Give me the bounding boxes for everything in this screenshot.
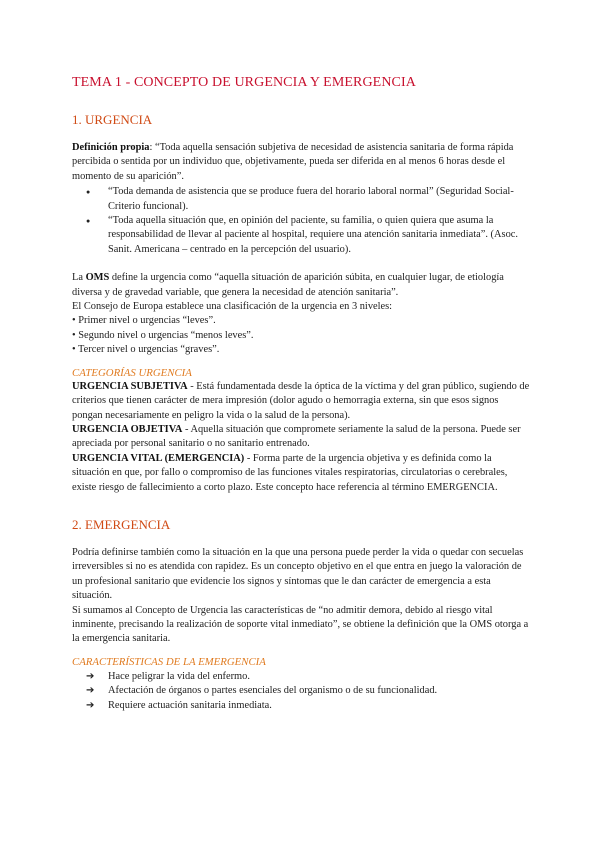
definition-label: Definición propia: [72, 142, 150, 153]
emergencia-paragraph-1: Podría definirse también como la situación en la que una persona puede perder la vida o quedar con secuelas irreversibles si no es atendida con rapidez. Es un concepto objetivo en el que entra en juego la valoración de un profesional sanitario que evidencie los signos y síntomas que le dan carácter de emergencia a esta situación.: [72, 546, 524, 602]
list-item: [86, 670, 530, 684]
list-item: ● “Toda aquella situación que, en opinión del paciente, su familia, o quien quiera que asuma la responsabilidad de llevar al paciente al hospital, requiere una atención sanitaria inmediata”. (Asoc. Sanit. Americana – centrado en la percepción del usuario).: [108, 214, 530, 257]
section-heading-emergencia: 2. EMERGENCIA: [72, 516, 171, 532]
oms-paragraph: [72, 271, 530, 300]
feature-text: Afectación de órganos o partes esenciales del organismo o de su funcionalidad.: [108, 685, 438, 697]
consejo-paragraph: El Consejo de Europa establece una clasificación de la urgencia en 3 niveles:: [72, 301, 393, 313]
category-text: - Está fundamentada desde la óptica de la víctima y del gran público, sugiendo de criterios que tienen carácter de mera impresión (dolor agudo o hemorragia externa, sin que esos signos pongan necesariamente en peligro la vida o la salud de la persona).: [72, 380, 530, 421]
oms-pre: La: [72, 272, 86, 284]
definition-bullet-list: [72, 185, 530, 257]
emergencia-paragraph-2: Si sumamos al Concepto de Urgencia las características de “no admitir demora, debido al riesgo vital inminente, precisando la realización de soporte vital inmediato”, se obtiene la definición que la OMS otorga a la emergencia sanitaria.: [72, 604, 529, 645]
oms-text: define la urgencia como “aquella situación de aparición súbita, en cualquier lugar, de etiología diversa y de gravedad variable, que genera la necesidad de atención sanitaria”.: [72, 272, 504, 298]
category-text: - Forma parte de la urgencia objetiva y es definida como la situación en que, por fallo o compromiso de las funciones vitales respiratorias, circulatorias o cerebrales, existe riesgo de fallecimiento a corto plazo. Este concepto hace referencia al término EMERGENCIA.: [72, 452, 508, 493]
category-label: URGENCIA OBJETIVA: [72, 423, 183, 435]
level-item: • Primer nivel o urgencias “leves”.: [72, 315, 216, 327]
category-label: URGENCIA VITAL (EMERGENCIA): [72, 452, 245, 464]
level-item: • Segundo nivel o urgencias “menos leves”.: [72, 329, 254, 341]
category-text: - Aquella situación que compromete seriamente la salud de la persona. Puede ser apreciada por personal sanitario o no sanitario entrenado.: [72, 423, 521, 450]
list-item: ● “Toda demanda de asistencia que se produce fuera del horario laboral normal” (Seguridad Social- Criterio funcional).: [108, 185, 530, 214]
category-label: URGENCIA SUBJETIVA: [72, 380, 188, 392]
categories-heading: CATEGORÍAS URGENCIA: [72, 366, 192, 379]
arrow-right-icon: ➔: [86, 699, 95, 711]
level-item: • Tercer nivel o urgencias “graves”.: [72, 344, 220, 356]
definition-text: : “Toda aquella sensación subjetiva de necesidad de asistencia sanitaria de forma rápida percibida o sentida por un individuo que, objetivamente, pueda ser diferida en al menos 6 horas desde el momento de su aparición”.: [72, 142, 514, 182]
features-list: [72, 670, 530, 713]
feature-text: Hace peligrar la vida del enfermo.: [108, 670, 250, 682]
document-title: TEMA 1 - CONCEPTO DE URGENCIA Y EMERGENCIA: [72, 75, 416, 90]
arrow-right-icon: ➔: [86, 670, 95, 682]
arrow-right-icon: ➔: [86, 685, 95, 697]
definition-paragraph: [72, 141, 530, 184]
oms-label: OMS: [85, 272, 110, 284]
list-item: [86, 699, 530, 713]
features-heading: CARACTERÍSTICAS DE LA EMERGENCIA: [72, 655, 266, 668]
category-subjetiva: [72, 380, 530, 423]
list-item: [86, 684, 530, 698]
category-vital: [72, 452, 530, 495]
category-objetiva: [72, 423, 530, 452]
section-heading-urgencia: 1. URGENCIA: [72, 112, 153, 127]
feature-text: Requiere actuación sanitaria inmediata.: [108, 699, 272, 711]
